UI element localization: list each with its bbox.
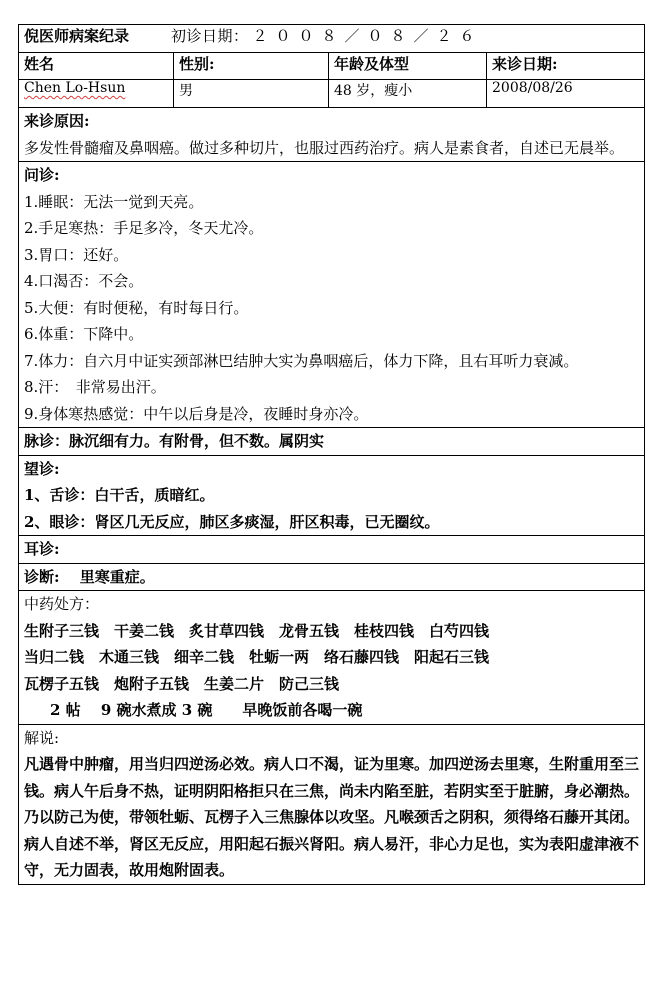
inquiry-item-sleep: 1.睡眠：无法一觉到天亮。 bbox=[24, 192, 204, 211]
reason-heading: 来诊原因: bbox=[24, 112, 90, 130]
inquiry-section bbox=[19, 162, 645, 428]
inquiry-item-hands-feet: 2.手足寒热：手足多冷，冬天尤冷。 bbox=[24, 219, 264, 237]
patient-header-row bbox=[19, 53, 645, 80]
visit-date-header: 来诊日期: bbox=[487, 53, 645, 80]
prescription-heading: 中药处方： bbox=[24, 595, 100, 613]
pulse-text: 脉诊：脉沉细有力。有附骨，但不数。属阴实 bbox=[24, 432, 325, 450]
inspection-item-eye: 2、眼诊：肾区几无反应，肺区多痰湿，肝区积毒，已无圈纹。 bbox=[24, 512, 440, 531]
prescription-dosage: 2 帖 9 碗水煮成 3 碗 早晚饭前各喝一碗 bbox=[50, 701, 363, 719]
patient-name: Chen Lo-Hsun bbox=[24, 80, 126, 96]
prescription-section bbox=[19, 591, 645, 725]
inquiry-heading: 问诊: bbox=[24, 166, 60, 184]
reason-text: 多发性骨髓瘤及鼻咽癌。做过多种切片，也服过西药治疗。病人是素食者，自述已无晨举。 bbox=[24, 138, 625, 157]
inspection-heading: 望诊: bbox=[24, 459, 60, 478]
inquiry-item-appetite: 3.胃口：还好。 bbox=[24, 245, 129, 264]
record-title: 倪医师病案纪录 bbox=[24, 27, 130, 45]
gender-header: 性别: bbox=[174, 53, 329, 80]
explanation-section bbox=[19, 724, 645, 884]
patient-value-row bbox=[19, 80, 645, 108]
age-build-header: 年龄及体型 bbox=[329, 53, 487, 80]
inquiry-item-stool: 5.大便：有时便秘，有时每日行。 bbox=[24, 298, 249, 317]
pulse-section bbox=[19, 428, 645, 456]
title-row bbox=[19, 25, 645, 53]
case-record-table bbox=[18, 24, 645, 885]
inquiry-item-strength: 7.体力：自六月中证实颈部淋巴结肿大实为鼻咽癌后，体力下降，且右耳听力衰减。 bbox=[24, 351, 579, 370]
inspection-section bbox=[19, 455, 645, 536]
diagnosis-text: 诊断: 里寒重症。 bbox=[24, 567, 155, 586]
case-record bbox=[18, 24, 644, 885]
patient-gender: 男 bbox=[174, 80, 329, 108]
name-header: 姓名 bbox=[19, 53, 174, 80]
ear-heading: 耳诊: bbox=[24, 540, 60, 558]
explanation-heading: 解说: bbox=[24, 728, 60, 747]
first-visit-date-label: 初诊日期： bbox=[171, 27, 249, 45]
inquiry-item-sweat: 8.汗： 非常易出汗。 bbox=[24, 378, 166, 396]
prescription-line: 生附子三钱 干姜二钱 炙甘草四钱 龙骨五钱 桂枝四钱 白芍四钱 bbox=[24, 621, 490, 640]
ear-section bbox=[19, 536, 645, 564]
explanation-text: 凡遇骨中肿瘤，用当归四逆汤必效。病人口不渴，证为里寒。加四逆汤去里寒，生附重用至三钱。病人午后身不热，证明阴阳格拒只在三焦，尚未内陷至脏，若阴实至于脏腑，身必潮热。乃以防己为使，带领牡蛎、瓦楞子入三焦腺体以攻坚。凡喉颈舌之阴积，须得络石藤开其闭。病人自述不举，肾区无反应，用阳起石振兴肾阳。病人易汗，非心力足也，实为表阳虚津液不守，无力固表，故用炮附固表。 bbox=[24, 755, 640, 879]
reason-section bbox=[19, 108, 645, 162]
prescription-line: 瓦楞子五钱 炮附子五钱 生姜二片 防己三钱 bbox=[24, 674, 340, 693]
diagnosis-section bbox=[19, 563, 645, 591]
inquiry-item-body-temperature: 9.身体寒热感觉：中午以后身是冷，夜睡时身亦冷。 bbox=[24, 404, 369, 423]
inquiry-item-thirst: 4.口渴否：不会。 bbox=[24, 272, 144, 290]
inspection-item-tongue: 1、舌诊：白干舌，质暗红。 bbox=[24, 486, 215, 504]
patient-visit-date: 2008/08/26 bbox=[487, 80, 645, 108]
first-visit-date-value: ２００８／０８／２６ bbox=[252, 27, 483, 45]
inquiry-item-weight: 6.体重：下降中。 bbox=[24, 325, 144, 343]
prescription-line: 当归二钱 木通三钱 细辛二钱 牡蛎一两 络石藤四钱 阳起石三钱 bbox=[24, 648, 490, 666]
patient-age-build: 48 岁，瘦小 bbox=[329, 80, 487, 108]
